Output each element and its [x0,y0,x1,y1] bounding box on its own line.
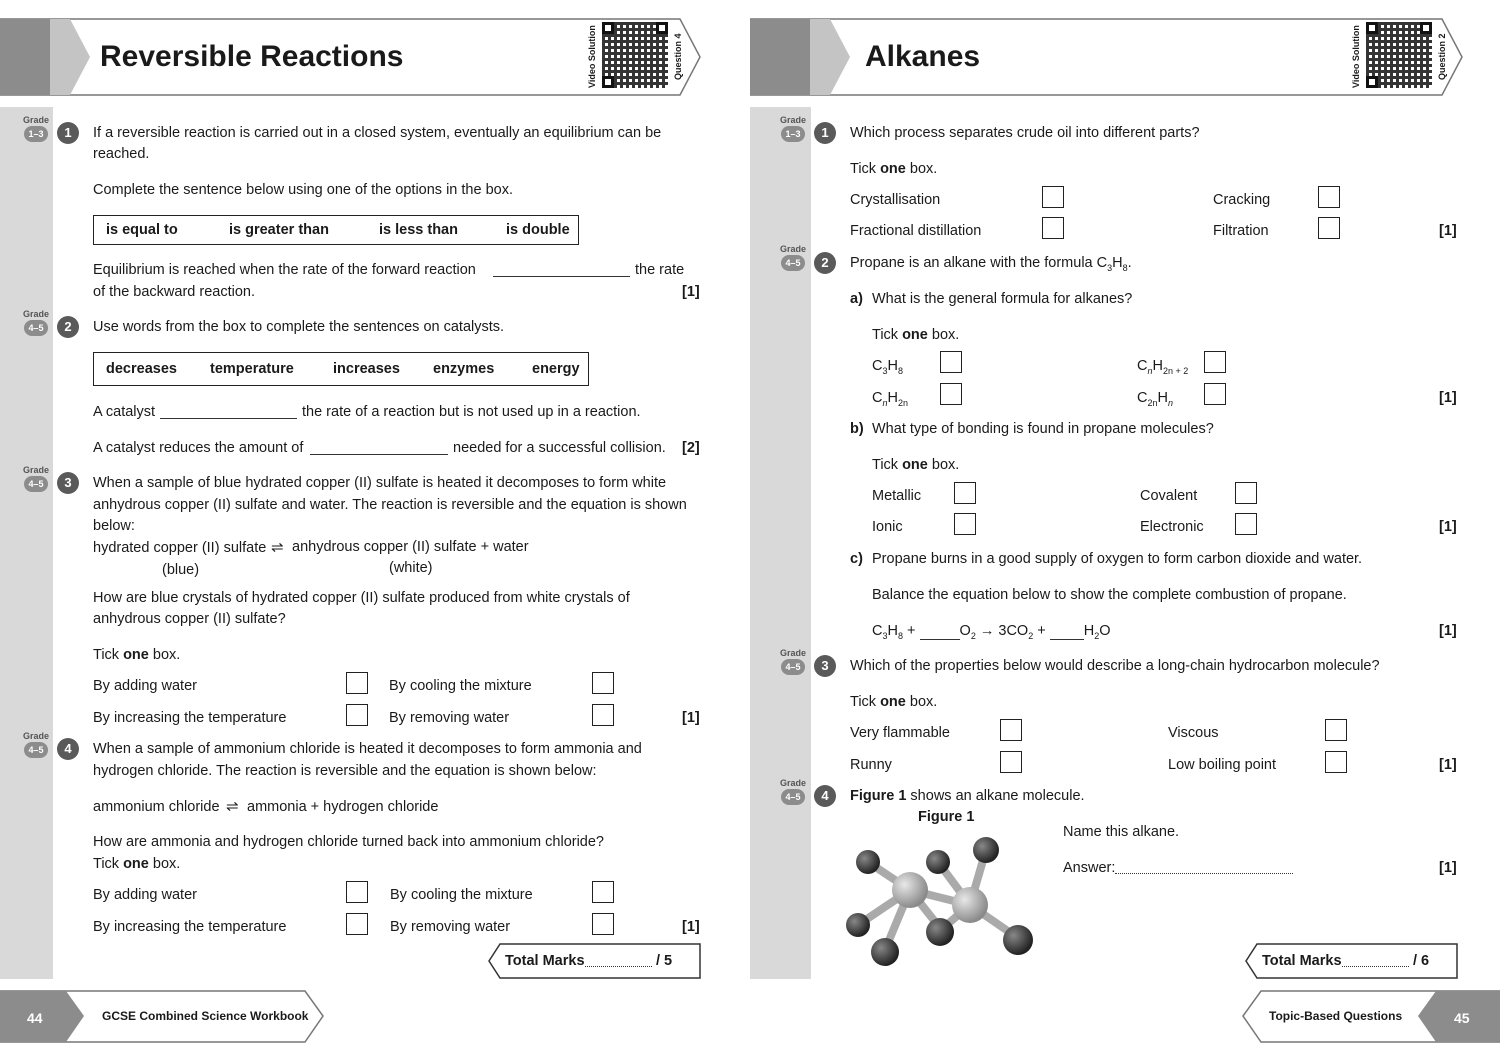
total-marks-label: Total Marks [1262,953,1342,969]
question-number: 3 [57,472,79,494]
option-word: temperature [210,361,294,377]
answer-blank[interactable] [920,623,960,640]
tick-instruction: Tick one box. [872,457,960,473]
option-label: Cracking [1213,192,1271,208]
tick-box[interactable] [1204,351,1226,373]
grade-badge: Grade 4–5 [19,466,53,492]
question-text: When a sample of blue hydrated copper (II) sulfate is heated it decomposes to form white [93,475,667,491]
tick-instruction: Tick one box. [872,327,960,343]
grade-badge: Grade 4–5 [776,779,810,805]
option-label: By adding water [93,678,197,694]
tick-box[interactable] [1204,383,1226,405]
tick-box[interactable] [1318,217,1340,239]
tick-instruction: Tick one box. [93,856,181,872]
colour-label: (white) [389,560,433,576]
question-text: Balance the equation below to show the complete combustion of propane. [872,587,1347,603]
question-number: 4 [814,785,836,807]
tick-box[interactable] [1318,186,1340,208]
question-number: 2 [57,316,79,338]
equation-right: ammonia + hydrogen chloride [247,799,439,815]
sentence-text: Equilibrium is reached when the rate of the forward reaction [93,262,476,278]
formula-option: $C_nH_{2n}$ [872,390,908,408]
option-word: is equal to [106,222,178,238]
option-label: Ionic [872,519,903,535]
qr-label-video: Video Solution [1351,25,1361,88]
alkane-molecule-figure [840,830,1050,980]
page-title: Alkanes [865,40,981,73]
part-label: c) [850,551,863,567]
question-text: hydrogen chloride. The reaction is reversible and the equation is shown below: [93,763,597,779]
instruction-text: Use words from the box to complete the sentences on catalysts. [93,319,505,335]
footer-title: Topic-Based Questions [1269,1009,1403,1023]
marks-label: [1] [1439,223,1457,239]
tick-box[interactable] [346,913,368,935]
question-text: anhydrous copper (II) sulfate? [93,611,286,627]
page-title: Reversible Reactions [100,40,404,73]
question-text: anhydrous copper (II) sulfate and water. The reaction is reversible and the equation is shown [93,497,687,513]
tick-instruction: Tick one box. [850,161,938,177]
question-text: Figure 1 shows an alkane molecule. [850,788,1085,804]
equation-left: hydrated copper (II) sulfate [93,540,267,556]
qr-label-video: Video Solution [587,25,597,88]
tick-box[interactable] [346,704,368,726]
marks-label: [1] [682,284,700,300]
sentence-text: the rate [635,262,685,278]
tick-box[interactable] [592,704,614,726]
equilibrium-arrow-icon: ⇌ [226,798,239,815]
options-box [93,215,579,245]
right-sidebar [750,107,811,979]
tick-box[interactable] [1042,217,1064,239]
tick-box[interactable] [1235,513,1257,535]
option-label: Crystallisation [850,192,941,208]
sentence-text: of the backward reaction. [93,284,256,300]
marks-label: [1] [1439,390,1457,406]
option-label: Electronic [1140,519,1204,535]
page-number: 45 [1454,1010,1470,1026]
tick-box[interactable] [940,351,962,373]
sentence-text: A catalyst [93,404,156,420]
option-label: By cooling the mixture [389,678,532,694]
tick-instruction: Tick one box. [93,647,181,663]
sentence-text: the rate of a reaction but is not used up in a reaction. [302,404,641,420]
option-label: By removing water [389,710,510,726]
grade-badge: Grade 4–5 [776,649,810,675]
tick-box[interactable] [1042,186,1064,208]
footer-title: GCSE Combined Science Workbook [102,1009,309,1023]
question-text: below: [93,518,135,534]
tick-box[interactable] [1235,482,1257,504]
option-label: Metallic [872,488,922,504]
question-number: 3 [814,655,836,677]
marks-label: [1] [682,919,700,935]
option-word: is greater than [229,222,329,238]
question-text: Which of the properties below would describe a long-chain hydrocarbon molecule? [850,658,1380,674]
answer-blank[interactable] [1050,623,1084,640]
marks-label: [2] [682,440,700,456]
option-label: By increasing the temperature [93,919,287,935]
tick-box[interactable] [592,672,614,694]
options-box [93,352,589,386]
option-label: By cooling the mixture [390,887,533,903]
option-label: Covalent [1140,488,1198,504]
tick-box[interactable] [346,672,368,694]
question-text: Which process separates crude oil into different parts? [850,125,1200,141]
grade-badge: Grade 4–5 [19,310,53,336]
question-number: 1 [57,122,79,144]
part-label: a) [850,291,863,307]
option-label: By adding water [93,887,197,903]
option-word: increases [333,361,400,377]
option-label: Fractional distillation [850,223,982,239]
marks-label: [1] [1439,757,1457,773]
page-number: 44 [27,1010,43,1026]
tick-box[interactable] [1325,751,1347,773]
question-number: 1 [814,122,836,144]
marks-label: [1] [682,710,700,726]
figure-caption: Figure 1 [918,809,975,825]
option-label: Very flammable [850,725,950,741]
tick-instruction: Tick one box. [850,694,938,710]
grade-badge: Grade 4–5 [19,732,53,758]
option-label: Viscous [1168,725,1219,741]
question-text: What type of bonding is found in propane molecules? [872,421,1214,437]
question-text: If a reversible reaction is carried out in a closed system, eventually an equilibrium can be [93,125,662,141]
question-text: Name this alkane. [1063,824,1180,840]
question-text: How are ammonia and hydrogen chloride turned back into ammonium chloride? [93,834,604,850]
option-label: Runny [850,757,892,773]
option-label: Low boiling point [1168,757,1277,773]
formula-option: $C_nH_{2n + 2}$ [1137,358,1189,376]
option-word: enzymes [433,361,495,377]
answer-label: Answer: [1063,860,1116,876]
answer-blank[interactable] [310,440,448,455]
grade-badge: Grade 1–3 [19,116,53,142]
equation-left: ammonium chloride [93,799,220,815]
qr-label-question: Question 2 [1437,33,1447,80]
answer-blank[interactable] [493,262,630,277]
tick-box[interactable] [1000,751,1022,773]
qr-label-question: Question 4 [673,33,683,80]
total-marks-blank[interactable] [1342,953,1409,967]
tick-box[interactable] [954,513,976,535]
marks-label: [1] [1439,519,1457,535]
question-number: 4 [57,738,79,760]
total-marks-blank[interactable] [585,953,652,967]
question-text: Propane burns in a good supply of oxygen to form carbon dioxide and water. [872,551,1363,567]
total-marks-value: / 5 [656,953,673,969]
total-marks-label: Total Marks [505,953,585,969]
colour-label: (blue) [162,562,200,578]
equation-right: anhydrous copper (II) sulfate + water [292,539,529,555]
question-text: When a sample of ammonium chloride is heated it decomposes to form ammonia and [93,741,642,757]
grade-badge: Grade 4–5 [776,245,810,271]
tick-box[interactable] [592,913,614,935]
tick-box[interactable] [940,383,962,405]
question-text: What is the general formula for alkanes? [872,291,1133,307]
grade-badge: Grade 1–3 [776,116,810,142]
question-text: How are blue crystals of hydrated copper (II) sulfate produced from white crystals of [93,590,630,606]
tick-box[interactable] [592,881,614,903]
part-label: b) [850,421,864,437]
option-label: Filtration [1213,223,1269,239]
sentence-text: A catalyst reduces the amount of [93,440,304,456]
option-label: By increasing the temperature [93,710,287,726]
option-label: By removing water [390,919,511,935]
option-word: is double [506,222,570,238]
formula-option: $C_3H_8$ [872,358,903,376]
tick-box[interactable] [954,482,976,504]
answer-input[interactable] [1115,860,1293,874]
question-text: Propane is an alkane with the formula $C_3H_8$. [850,255,1132,273]
marks-label: [1] [1439,623,1457,639]
equilibrium-arrow-icon: ⇌ [271,539,284,556]
sentence-text: needed for a successful collision. [453,440,666,456]
instruction-text: Complete the sentence below using one of the options in the box. [93,182,513,198]
combustion-equation: $C_3H_8 + O_2 \to 3CO_2 + H_2O$ [872,623,1111,641]
option-word: decreases [106,361,177,377]
question-number: 2 [814,252,836,274]
question-text: reached. [93,146,150,162]
total-marks-value: / 6 [1413,953,1430,969]
tick-box[interactable] [1325,719,1347,741]
option-word: energy [532,361,580,377]
formula-option: $C_{2n}H_n$ [1137,390,1173,408]
answer-blank[interactable] [160,404,297,419]
tick-box[interactable] [346,881,368,903]
option-word: is less than [379,222,458,238]
tick-box[interactable] [1000,719,1022,741]
left-sidebar [0,107,53,979]
marks-label: [1] [1439,860,1457,876]
